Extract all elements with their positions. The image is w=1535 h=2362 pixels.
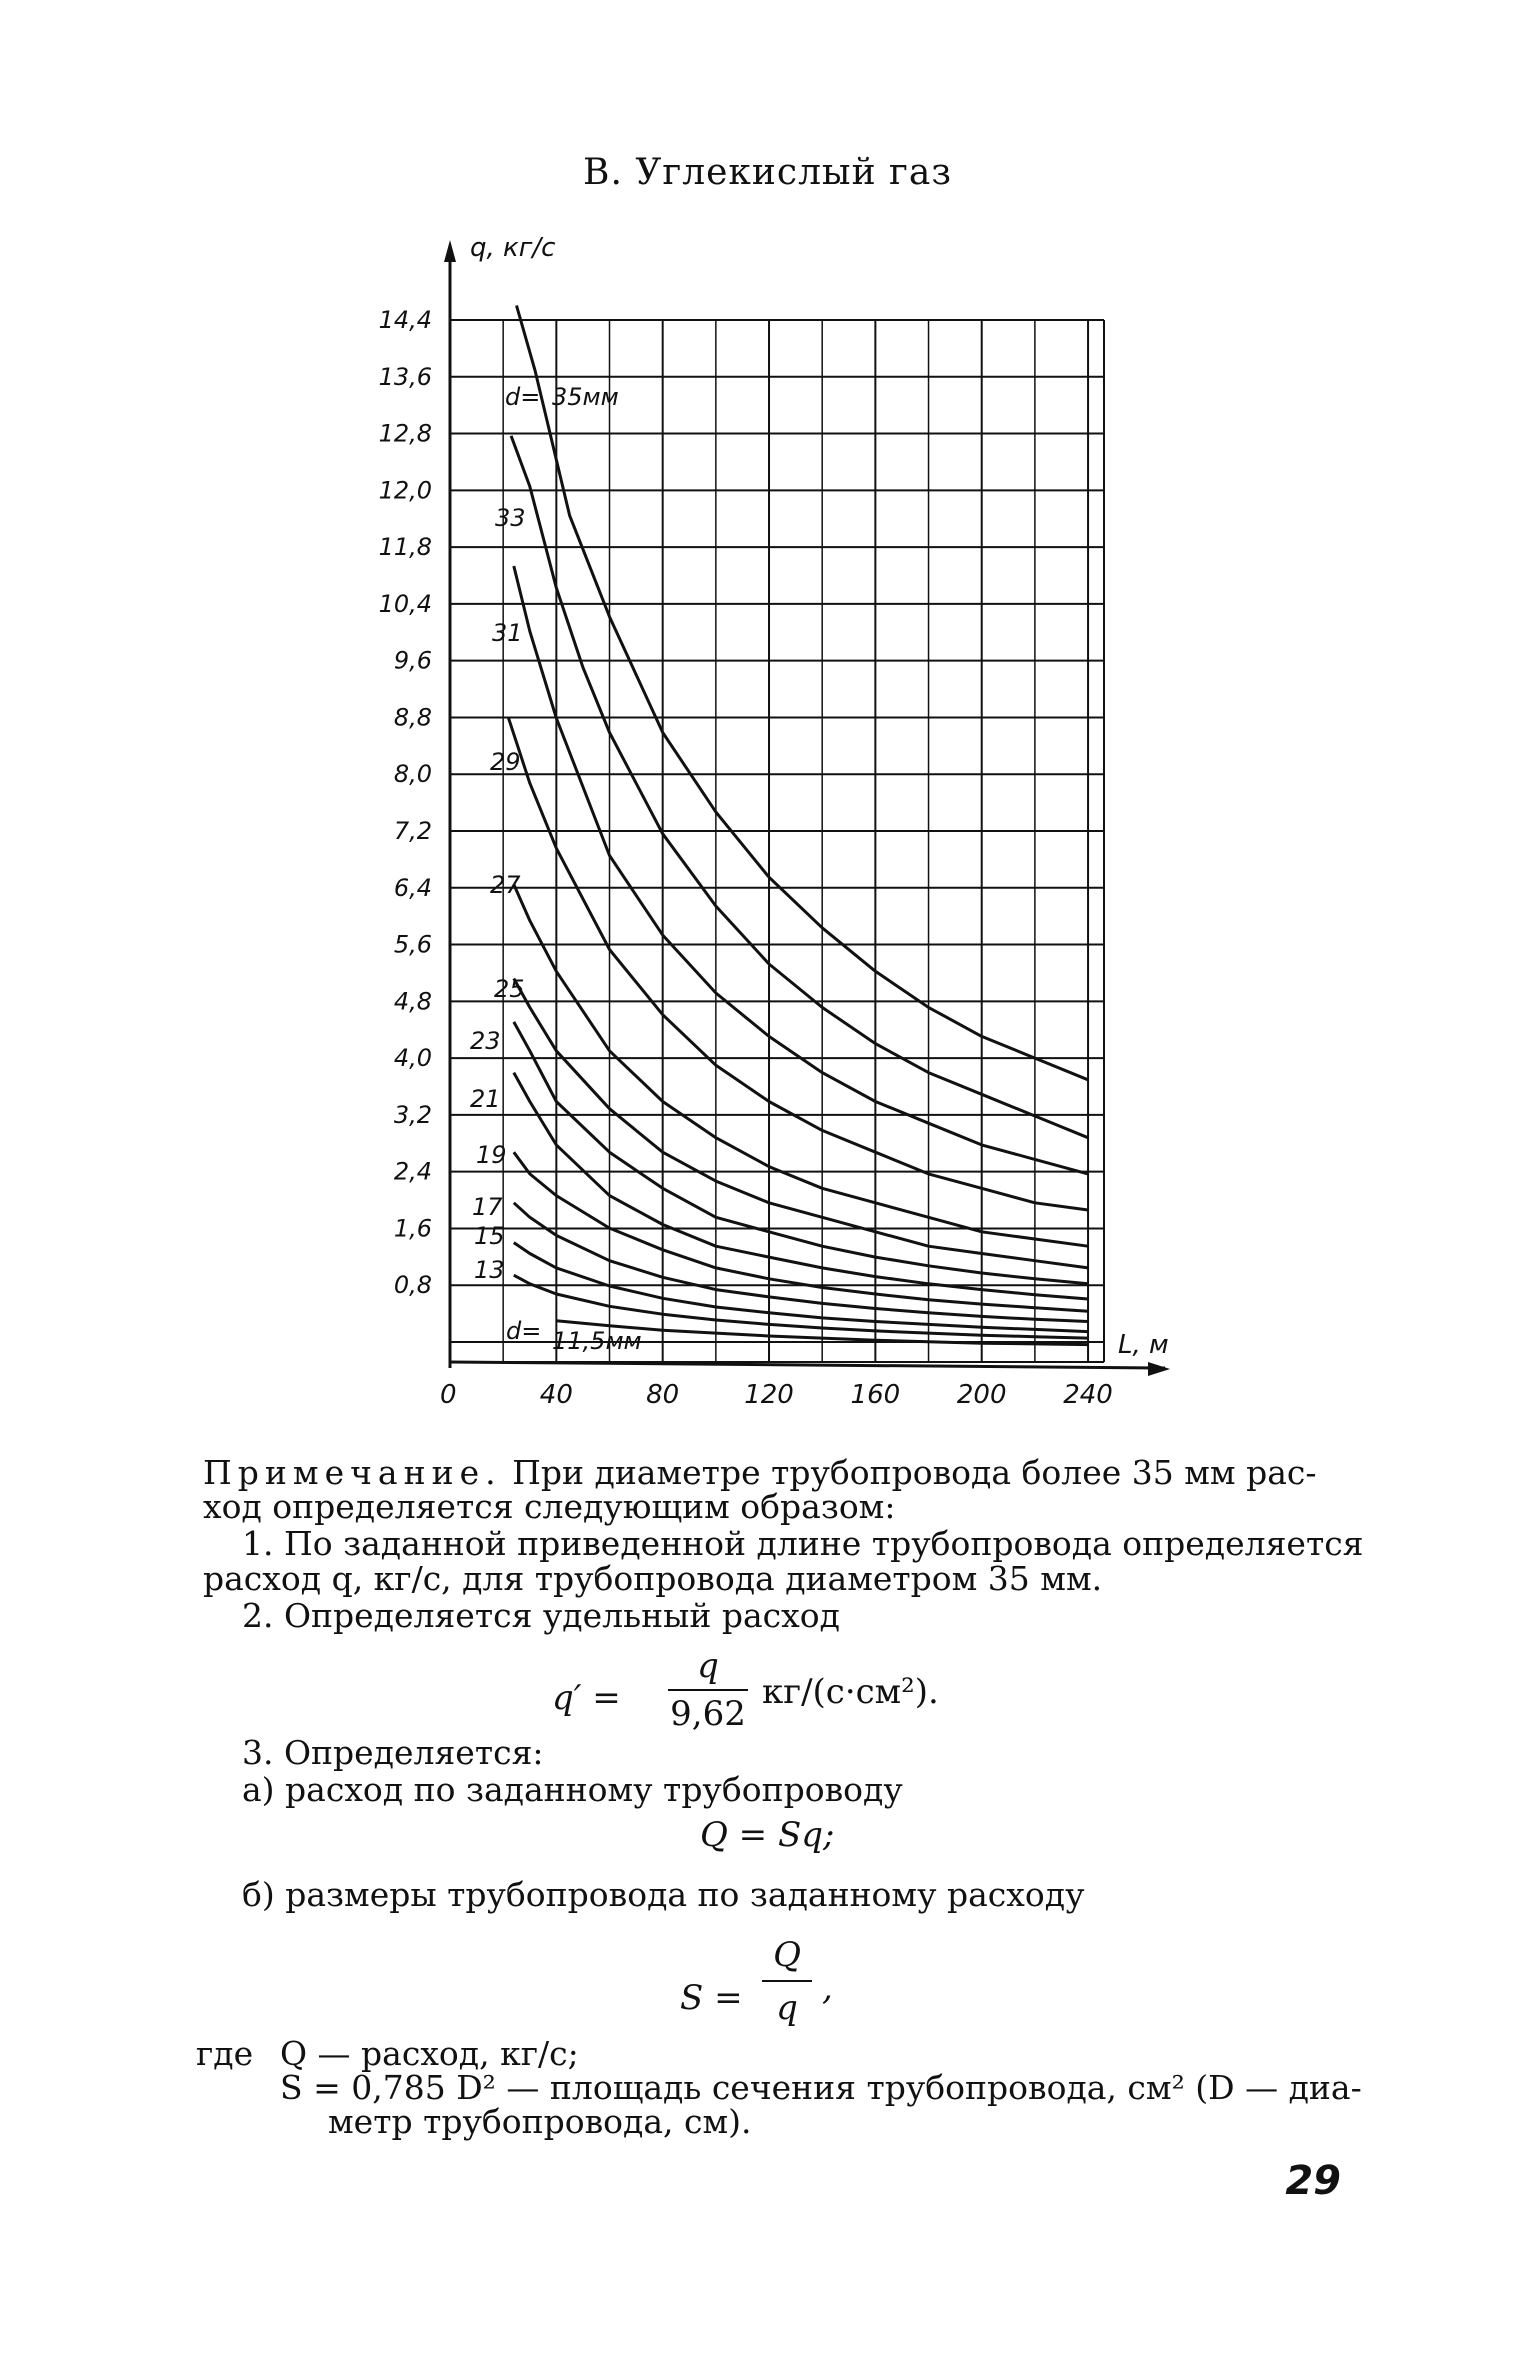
curve-label: 21 — [470, 1085, 501, 1113]
curve-line — [514, 566, 1088, 1174]
curve-label: 25 — [494, 975, 525, 1003]
note-line-4: расход q, кг/с, для трубопровода диаметром 35 мм. — [203, 1559, 1103, 1598]
step-3b: б) размеры трубопровода по заданному расходу — [242, 1875, 1085, 1914]
x-axis-arrow — [1148, 1362, 1170, 1376]
curve-label: 35мм — [552, 383, 619, 411]
y-tick-label: 1,6 — [393, 1214, 432, 1243]
note-line-1 — [203, 1455, 1353, 1491]
y-tick-label: 10,4 — [378, 589, 432, 618]
formula-1-units: кг/(с·см²). — [762, 1672, 939, 1712]
curve-line — [514, 1073, 1088, 1299]
curve-line — [509, 718, 1089, 1210]
y-tick-label: 3,2 — [393, 1100, 432, 1129]
curve-label: 33 — [495, 504, 526, 532]
y-tick-label: 4,0 — [393, 1044, 432, 1073]
y-tick-label: 4,8 — [393, 987, 432, 1016]
formula-1-bar — [668, 1689, 748, 1691]
y-tick-label: 7,2 — [393, 817, 432, 845]
curve-label: 29 — [490, 748, 521, 776]
chart-labels — [379, 306, 1113, 1410]
where-s: S = 0,785 D² — площадь сечения трубопровода, см² (D — диа- — [280, 2068, 1362, 2107]
note-line-5: 2. Определяется удельный расход — [242, 1596, 840, 1635]
curve-label: 31 — [492, 619, 523, 647]
formula-2: Q = Sq; — [700, 1815, 835, 1855]
curve-label: 23 — [470, 1027, 501, 1055]
note-line-2: ход определяется следующим образом: — [203, 1487, 896, 1526]
x-tick-label: 120 — [744, 1380, 794, 1410]
x-tick-label: 200 — [956, 1380, 1007, 1410]
curve-label: d= — [506, 1317, 542, 1345]
page-number: 29 — [1285, 2158, 1341, 2204]
note-lead: Примечание. — [203, 1453, 502, 1492]
curve-line — [517, 306, 1089, 1080]
x-tick-label: 80 — [646, 1380, 680, 1410]
formula-1-lhs: q′ = — [552, 1678, 621, 1718]
curve-line — [514, 979, 1088, 1268]
y-tick-label: 13,6 — [378, 362, 432, 391]
formula-1-numerator: q — [697, 1646, 719, 1686]
formula-3-bar — [762, 1980, 812, 1982]
chart-curves — [509, 306, 1089, 1345]
y-tick-label: 14,4 — [378, 306, 432, 334]
y-tick-label: 8,0 — [393, 760, 432, 789]
step-3: 3. Определяется: — [242, 1733, 544, 1772]
section-title: В. Углекислый газ — [583, 152, 952, 193]
curve-label: 13 — [474, 1256, 505, 1284]
x-tick-label: 40 — [539, 1380, 573, 1410]
y-axis-arrow — [444, 240, 456, 262]
y-tick-label: 12,0 — [378, 476, 432, 505]
x-axis-title: L, м — [1118, 1330, 1169, 1360]
curve-label: 19 — [476, 1141, 507, 1169]
curve-line — [514, 1022, 1088, 1284]
formula-3-lhs: S = — [680, 1978, 743, 2018]
where-s-continued: метр трубопровода, см). — [328, 2102, 752, 2141]
formula-1-denominator: 9,62 — [670, 1694, 746, 1734]
formula-3-numerator: Q — [773, 1935, 801, 1975]
curve-label: 15 — [474, 1222, 505, 1250]
y-tick-label: 8,8 — [393, 703, 432, 732]
x-tick-label: 160 — [850, 1380, 901, 1410]
curve-line — [514, 1152, 1088, 1311]
y-tick-label: 0,8 — [393, 1271, 432, 1300]
curve-line — [514, 884, 1088, 1246]
note-line-1-text: При диаметре трубопровода более 35 мм рас- — [512, 1453, 1317, 1492]
y-tick-label: 5,6 — [393, 930, 432, 959]
step-3a: а) расход по заданному трубопроводу — [242, 1770, 903, 1809]
origin-label: 0 — [440, 1380, 457, 1410]
where-lead: где — [196, 2034, 254, 2073]
y-tick-label: 9,6 — [393, 646, 432, 675]
where-q: Q — расход, кг/с; — [280, 2034, 579, 2073]
y-tick-label: 6,4 — [393, 873, 432, 902]
note-line-3: 1. По заданной приведенной длине трубопровода определяется — [242, 1524, 1364, 1563]
y-tick-label: 11,8 — [378, 533, 432, 562]
formula-3-tail: , — [822, 1968, 833, 2008]
y-tick-label: 12,8 — [378, 419, 432, 448]
y-axis-title: q, кг/с — [470, 233, 556, 263]
formula-3-denominator: q — [776, 1988, 798, 2028]
curve-label: 11,5мм — [552, 1327, 642, 1355]
curve-label: 17 — [472, 1193, 503, 1221]
curve-label: d= — [505, 383, 541, 411]
curve-label: 27 — [490, 871, 521, 899]
x-tick-label: 240 — [1063, 1380, 1113, 1410]
y-tick-label: 2,4 — [393, 1157, 432, 1186]
